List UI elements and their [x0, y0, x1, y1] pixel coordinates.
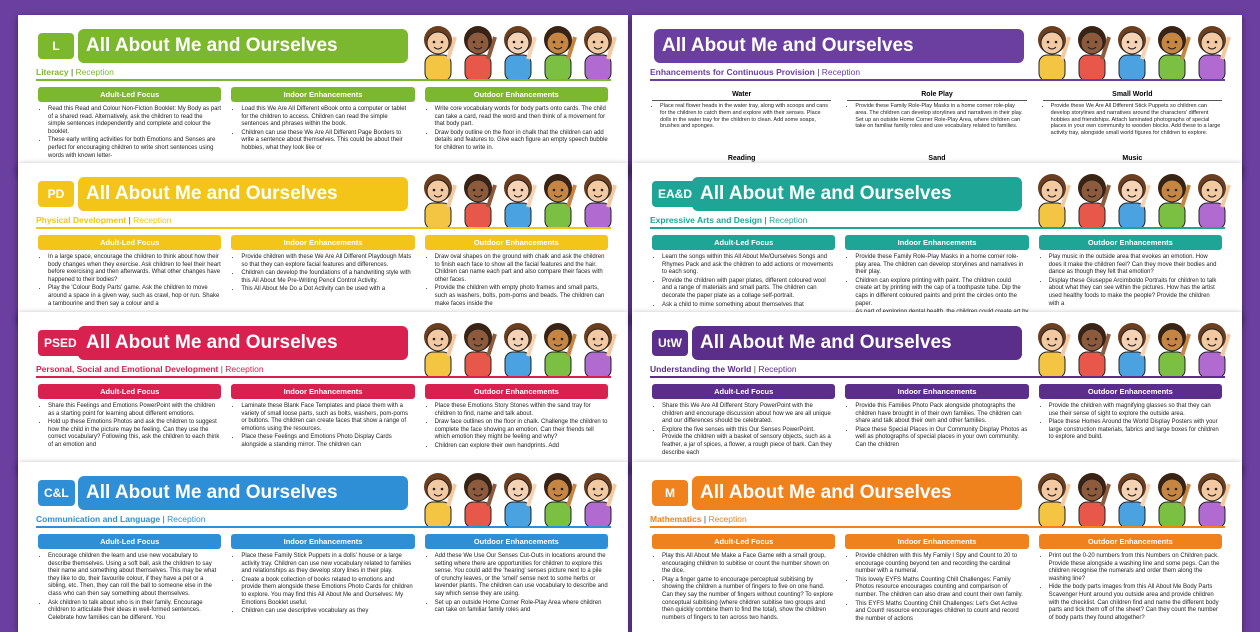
children-illustration — [418, 316, 618, 376]
provision-area — [847, 91, 1026, 141]
sheet-psed — [18, 312, 628, 472]
column-heading: Adult-Led Focus — [38, 534, 221, 549]
area-badge: C&L — [38, 480, 75, 506]
column-item: • Play this All About Me Make a Face Game with a small group, encouraging children to subitise or count the number shown on the dice. — [662, 553, 835, 576]
column-item: • Provide the children with paper plates, different coloured wool and a range of materials and small parts. The children can decorate the paper plate as a collage self-portrait. — [662, 278, 835, 301]
provision-area — [652, 91, 831, 141]
focus-column — [845, 384, 1028, 458]
column-item: • Learn the songs within this All About Me/Ourselves Songs and Rhymes Pack and ask the children to add actions or movements to each song. — [662, 254, 835, 277]
focus-columns — [38, 384, 608, 452]
reception-label: Reception — [167, 514, 206, 524]
column-item: • Draw body outline on the floor in chalk that the children can add details and features to. Give each figure an empty speech bubble for children to write in. — [435, 130, 608, 153]
subtitle-separator: | — [701, 514, 709, 524]
sheet-subtitle — [36, 364, 264, 374]
children-illustration — [1032, 316, 1232, 376]
provision-list — [1043, 103, 1222, 137]
focus-column — [231, 384, 414, 452]
area-badge: PD — [38, 181, 74, 207]
column-heading: Outdoor Enhancements — [1039, 534, 1222, 549]
provision-heading: Sand — [847, 155, 1026, 165]
column-item: • Load this We Are All Different eBook onto a computer or tablet for the children to access. Children can read the simple sentences and phrases within the book. — [241, 106, 414, 129]
sheet-physical-development — [18, 163, 628, 323]
focus-column — [38, 384, 221, 452]
focus-columns — [652, 384, 1222, 458]
column-item: • Hide the body parts images from this All About Me Body Parts Scavenger Hunt around you outside area and provide children with the checklist. Can children find and name the different body parts and tick them off of the sheet? Can they count the number of body parts they found altogether? — [1049, 584, 1222, 622]
focus-column — [38, 235, 221, 309]
column-item: • This All About Me Do a Dot Activity can be used with a — [241, 286, 414, 294]
provision-heading: Music — [1043, 155, 1222, 165]
focus-column — [231, 235, 414, 309]
reception-label: Reception — [758, 364, 797, 374]
provision-item: • Provide these Family Role-Play Masks in a home corner role-play area. The children can develop storylines and narratives in their play. Set up an outside Home Corner Role-Play Area, where children can take on familiar family roles and use vocabulary related to families. — [855, 103, 1026, 130]
area-badge: PSED — [38, 330, 83, 356]
focus-column — [845, 534, 1028, 624]
column-heading: Indoor Enhancements — [845, 235, 1028, 250]
column-item: • Place these Emotions Story Stones within the sand tray for children to find, name and talk about. — [435, 403, 608, 418]
focus-column — [425, 235, 608, 309]
focus-column — [1039, 534, 1222, 624]
column-heading: Adult-Led Focus — [38, 384, 221, 399]
column-item: • This lovely EYFS Maths Counting Chill Challenges: Family Photos resource encourages counting and comparison of number. The children can also draw and count their own family. — [855, 577, 1028, 600]
column-item: • Share this We Are All Different Story PowerPoint with the children and encourage discussion about how we are all unique and our differences should be celebrated. — [662, 403, 835, 426]
children-illustration-wrap — [418, 466, 618, 526]
sheet-subtitle — [36, 514, 205, 524]
subtitle-separator: | — [762, 215, 770, 225]
area-name: Mathematics — [650, 514, 702, 524]
column-list — [231, 106, 414, 153]
column-heading: Outdoor Enhancements — [1039, 235, 1222, 250]
column-item: • Encourage children the learn and use new vocabulary to describe themselves. Using a soft ball, ask the children to say their name and something about themselves. This may be what they like to do, their favourite colour, if they have a pet or a sibling, etc. Then, they can roll the ball to someone else in the class who can then say something about themselves. — [48, 553, 221, 599]
focus-column — [425, 384, 608, 452]
children-illustration — [418, 19, 618, 79]
provision-heading: Water — [652, 91, 831, 101]
focus-column — [652, 534, 835, 624]
provision-list — [847, 103, 1026, 130]
column-item: • Print out the 0-20 numbers from this Numbers on Children pack. Provide these alongside a washing line and some pegs. Can the children recognise the numerals and order them along the washing line? — [1049, 553, 1222, 583]
reception-label: Reception — [133, 215, 172, 225]
children-illustration-wrap — [418, 19, 618, 79]
column-heading: Outdoor Enhancements — [425, 87, 608, 102]
area-name: Expressive Arts and Design — [650, 215, 763, 225]
sheet-title: All About Me and Ourselves — [692, 177, 1022, 211]
focus-columns — [652, 534, 1222, 624]
sheet-subtitle — [650, 514, 747, 524]
focus-column — [1039, 235, 1222, 323]
column-list — [231, 403, 414, 450]
column-heading: Indoor Enhancements — [845, 384, 1028, 399]
column-item: • Write core vocabulary words for body parts onto cards. The child can take a card, read the word and then think of a movement for that body part. — [435, 106, 608, 129]
focus-column — [652, 384, 835, 458]
column-item: • Place these Homes Around the World Display Posters with your large construction materials, fabrics and large boxes for children to explore and build. — [1049, 419, 1222, 442]
focus-column — [425, 87, 608, 161]
column-list — [1039, 254, 1222, 308]
column-heading: Outdoor Enhancements — [425, 534, 608, 549]
column-item: • Provide the children with magnifying glasses so that they can use their sense of sight to explore the outside area. — [1049, 403, 1222, 418]
column-item: • Set up an outside Home Corner Role-Play Area where children can take on familiar family roles and — [435, 600, 608, 615]
column-item: • Play the 'Colour Body Parts' game. Ask the children to move around a space in a given way, such as crawl, hop or run. Shake a tambourine and then say a colour and a — [48, 285, 221, 308]
sheet-mathematics — [632, 462, 1242, 632]
sheet-title: All About Me and Ourselves — [78, 326, 408, 360]
focus-column — [38, 87, 221, 161]
children-illustration-wrap — [1032, 167, 1232, 227]
reception-label: Reception — [769, 215, 808, 225]
children-illustration — [418, 466, 618, 526]
divider — [650, 227, 1225, 229]
reception-label: Reception — [225, 364, 264, 374]
sheet-title: All About Me and Ourselves — [78, 177, 408, 211]
reception-label: Reception — [708, 514, 747, 524]
divider — [650, 79, 1225, 81]
column-heading: Adult-Led Focus — [652, 534, 835, 549]
column-item: • Hold up these Emotions Photos and ask the children to suggest how the child in the picture may be feeling. Can they use the correct vocabulary? Following this, ask the children to each think of an emotion and — [48, 419, 221, 449]
column-item: • Place these Special Places in Our Community Display Photos as well as photographs of special places in your own community. Can the children — [855, 427, 1028, 450]
column-item: • Provide children with these We Are All Different Playdough Mats so that they can explore facial features and differences. — [241, 254, 414, 269]
focus-columns — [38, 87, 608, 161]
sheet-subtitle — [36, 215, 171, 225]
provision-row — [652, 91, 1222, 141]
provision-list — [652, 103, 831, 130]
column-item: • Play a finger game to encourage perceptual subitising by showing the children a number of fingers to five on one hand. Can they say the number of fingers without counting? To explore conceptual subitising (where children subitise two groups and then quickly combine them to find the total), show the children numbers of fingers to ten across two hands. — [662, 577, 835, 623]
divider — [36, 79, 611, 81]
focus-column — [845, 235, 1028, 323]
column-list — [231, 254, 414, 294]
column-item: • In a large space, encourage the children to think about how their body changes when they exercise. Ask children to feel their heart before exercising and then afterwards. What other changes have happened to their bodies? — [48, 254, 221, 284]
children-illustration — [1032, 466, 1232, 526]
column-heading: Adult-Led Focus — [38, 87, 221, 102]
column-item: • Provide the children with empty photo frames and small parts, such as washers, bolts, pom-poms and beads. The children can make faces inside the — [435, 285, 608, 308]
area-badge: UtW — [652, 330, 688, 356]
divider — [650, 526, 1225, 528]
focus-column — [652, 235, 835, 323]
focus-column — [231, 87, 414, 161]
column-item: • Children can use these We Are All Different Page Borders to write a sentence about themselves. This could be about their hobbies, what they look like or — [241, 130, 414, 153]
sheet-title: All About Me and Ourselves — [692, 326, 1022, 360]
children-illustration-wrap — [1032, 466, 1232, 526]
column-item: • Create a book collection of books related to emotions and provide them alongside these Emotions Photo Cards for children to explore. You may find this All About Me and Ourselves: My Emotions Booklet useful. — [241, 577, 414, 607]
column-item: • Laminate these Blank Face Templates and place them with a variety of small loose parts, such as bolts, washers, pom-poms or buttons. The children can create faces that show a range of emotions using the resources. — [241, 403, 414, 433]
column-item: • Read this Read and Colour Non-Fiction Booklet: My Body as part of a shared read. Alternatively, ask the children to read the simple sentences independently and complete and colour the booklet. — [48, 106, 221, 136]
focus-column — [38, 534, 221, 623]
column-heading: Outdoor Enhancements — [425, 384, 608, 399]
children-illustration — [418, 167, 618, 227]
column-item: • Provide children with this My Family I Spy and Count to 20 to encourage counting beyond ten and recording the cardinal number with a numeral. — [855, 553, 1028, 576]
children-illustration-wrap — [418, 316, 618, 376]
column-item: • Place these Feelings and Emotions Photo Display Cards alongside a standing mirror. The children can — [241, 434, 414, 449]
area-name: Physical Development — [36, 215, 127, 225]
sheet-subtitle — [36, 67, 114, 77]
provision-item: • Place real flower heads in the water tray, along with scoops and cans for the children to catch them and explore with their senses. Place dolls in the water tray for the children to clean. Add some soaps, brushes and sponges. — [660, 103, 831, 130]
column-list — [652, 553, 835, 622]
column-item: • These early writing activities for both Emotions and Senses are perfect for encouraging children to write short sentences using words with known letter- — [48, 137, 221, 160]
provision-heading: Small World — [1043, 91, 1222, 101]
area-name: Communication and Language — [36, 514, 161, 524]
column-item: • Draw oval shapes on the ground with chalk and ask the children to finish each face to show all the facial features and the hair. Children can name each part and also compare their faces with other faces. — [435, 254, 608, 284]
subtitle-separator: | — [218, 364, 226, 374]
column-list — [425, 254, 608, 308]
column-list — [38, 553, 221, 622]
column-item: • Children can explore printing with paint. The children could create art by printing with the cap of a toothpaste tube. Dip the caps in different coloured paints and print the circles onto the paper. — [855, 278, 1028, 308]
column-heading: Adult-Led Focus — [652, 384, 835, 399]
area-name: Enhancements for Continuous Provision — [650, 67, 815, 77]
column-item: • Children can explore their own handprints. Add — [435, 443, 608, 451]
focus-columns — [38, 534, 608, 623]
column-heading: Outdoor Enhancements — [1039, 384, 1222, 399]
column-list — [652, 403, 835, 457]
column-list — [38, 403, 221, 450]
sheet-communication-language — [18, 462, 628, 632]
sheet-title: All About Me and Ourselves — [654, 29, 1024, 63]
subtitle-separator: | — [68, 67, 76, 77]
divider — [36, 376, 611, 378]
divider — [36, 227, 611, 229]
children-illustration-wrap — [1032, 19, 1232, 79]
subtitle-separator: | — [751, 364, 759, 374]
column-list — [652, 254, 835, 309]
column-item: • This EYFS Maths Counting Chill Challenges: Let's Get Active and Count! resource encourages children to count and record the number of actions — [855, 601, 1028, 624]
column-heading: Indoor Enhancements — [231, 384, 414, 399]
column-list — [38, 106, 221, 160]
column-heading: Outdoor Enhancements — [425, 235, 608, 250]
children-illustration-wrap — [418, 167, 618, 227]
sheet-title: All About Me and Ourselves — [78, 29, 408, 63]
reception-label: Reception — [821, 67, 861, 77]
children-illustration-wrap — [1032, 316, 1232, 376]
column-item: • Provide these Family Role-Play Masks in a home corner role-play area. The children can develop storylines and narratives in their play. — [855, 254, 1028, 277]
column-item: • Provide this Families Photo Pack alongside photographs the children have brought in of their own families. The children can share and talk about their own and other families. — [855, 403, 1028, 426]
sheet-title: All About Me and Ourselves — [78, 476, 408, 510]
column-heading: Adult-Led Focus — [38, 235, 221, 250]
column-list — [425, 403, 608, 451]
area-badge: L — [38, 33, 74, 59]
column-list — [38, 254, 221, 308]
column-heading: Indoor Enhancements — [231, 87, 414, 102]
area-name: Personal, Social and Emotional Development — [36, 364, 219, 374]
sheet-expressive-arts — [632, 163, 1242, 323]
reception-label: Reception — [75, 67, 114, 77]
column-item: • Explore the five senses with this Our Senses PowerPoint. Provide the children with a basket of sensory objects, such as a feather, a jar of spices, a flower, a rough piece of bark. Can they describe each — [662, 427, 835, 457]
area-badge: EA&D — [652, 181, 698, 207]
provision-item: • Provide these We Are All Different Stick Puppets so children can develop storylines and narratives around the characters' different hobbies and friendships. Attach laminated photographs of special places in your own community to wooden blocks. Add these to a large activity tray, alongside small world figures for children to explore. — [1051, 103, 1222, 137]
column-list — [845, 403, 1028, 450]
focus-column — [231, 534, 414, 623]
provision-heading: Role Play — [847, 91, 1026, 101]
sheet-title: All About Me and Ourselves — [692, 476, 1022, 510]
children-illustration — [1032, 167, 1232, 227]
sheet-enhancements — [632, 15, 1242, 175]
sheet-subtitle — [650, 215, 807, 225]
focus-column — [425, 534, 608, 623]
column-item: • Share this Feelings and Emotions PowerPoint with the children as a starting point for learning about different emotions. — [48, 403, 221, 418]
sheet-understanding-world — [632, 312, 1242, 472]
sheet-subtitle — [650, 67, 860, 77]
column-list — [1039, 403, 1222, 442]
subtitle-separator: | — [814, 67, 822, 77]
sheet-literacy — [18, 15, 628, 175]
subtitle-separator: | — [160, 514, 168, 524]
column-item: • Children can use descriptive vocabulary as they — [241, 608, 414, 616]
focus-column — [1039, 384, 1222, 458]
divider — [650, 376, 1225, 378]
column-item: • Place these Family Stick Puppets in a dolls' house or a large activity tray. Children can use new vocabulary related to families and relationships as they develop story lines in their play. — [241, 553, 414, 576]
column-item: • Ask children to talk about who is in their family. Encourage children to articulate their ideas in well-formed sentences. Celebrate how families can be different. You — [48, 600, 221, 623]
area-badge: M — [652, 480, 688, 506]
column-item: • Play music in the outside area that evokes an emotion. How does it make the children feel? Can they move their bodies and dance as though they felt that emotion? — [1049, 254, 1222, 277]
column-item: • Add these We Use Our Senses Cut-Outs in locations around the setting where there are opportunities for children to explore this sense. You could add the 'hearing' senses picture next to a pile of crunchy leaves, or the 'smell' sense next to some herbs or lavender plants. The children can use vocabulary to describe and say which sense they are using. — [435, 553, 608, 599]
column-item: • Children can develop the foundations of a handwriting style with this All About Me Pre-Writing Pencil Control Activity. — [241, 270, 414, 285]
column-list — [845, 553, 1028, 623]
column-item: • Display these Giuseppe Arcimboldo Portraits for children to talk about what they can see within the pictures. How has the artist used healthy foods to make the people? Provide the children with a — [1049, 278, 1222, 308]
focus-columns — [652, 235, 1222, 323]
column-list — [425, 553, 608, 615]
divider — [36, 526, 611, 528]
column-heading: Adult-Led Focus — [652, 235, 835, 250]
column-heading: Indoor Enhancements — [845, 534, 1028, 549]
column-heading: Indoor Enhancements — [231, 534, 414, 549]
column-list — [1039, 553, 1222, 622]
column-item: • Draw face outlines on the floor in chalk. Challenge the children to complete the face showing an emotion. Can their friends tell which emotion they might be feeling and why? — [435, 419, 608, 442]
sheet-subtitle — [650, 364, 797, 374]
column-item: • Ask a child to mime something about themselves that — [662, 302, 835, 310]
area-name: Literacy — [36, 67, 69, 77]
provision-area — [1043, 91, 1222, 141]
area-name: Understanding the World — [650, 364, 752, 374]
column-list — [425, 106, 608, 153]
column-heading: Indoor Enhancements — [231, 235, 414, 250]
children-illustration — [1032, 19, 1232, 79]
subtitle-separator: | — [126, 215, 134, 225]
column-list — [231, 553, 414, 616]
focus-columns — [38, 235, 608, 309]
provision-heading: Reading — [652, 155, 831, 165]
